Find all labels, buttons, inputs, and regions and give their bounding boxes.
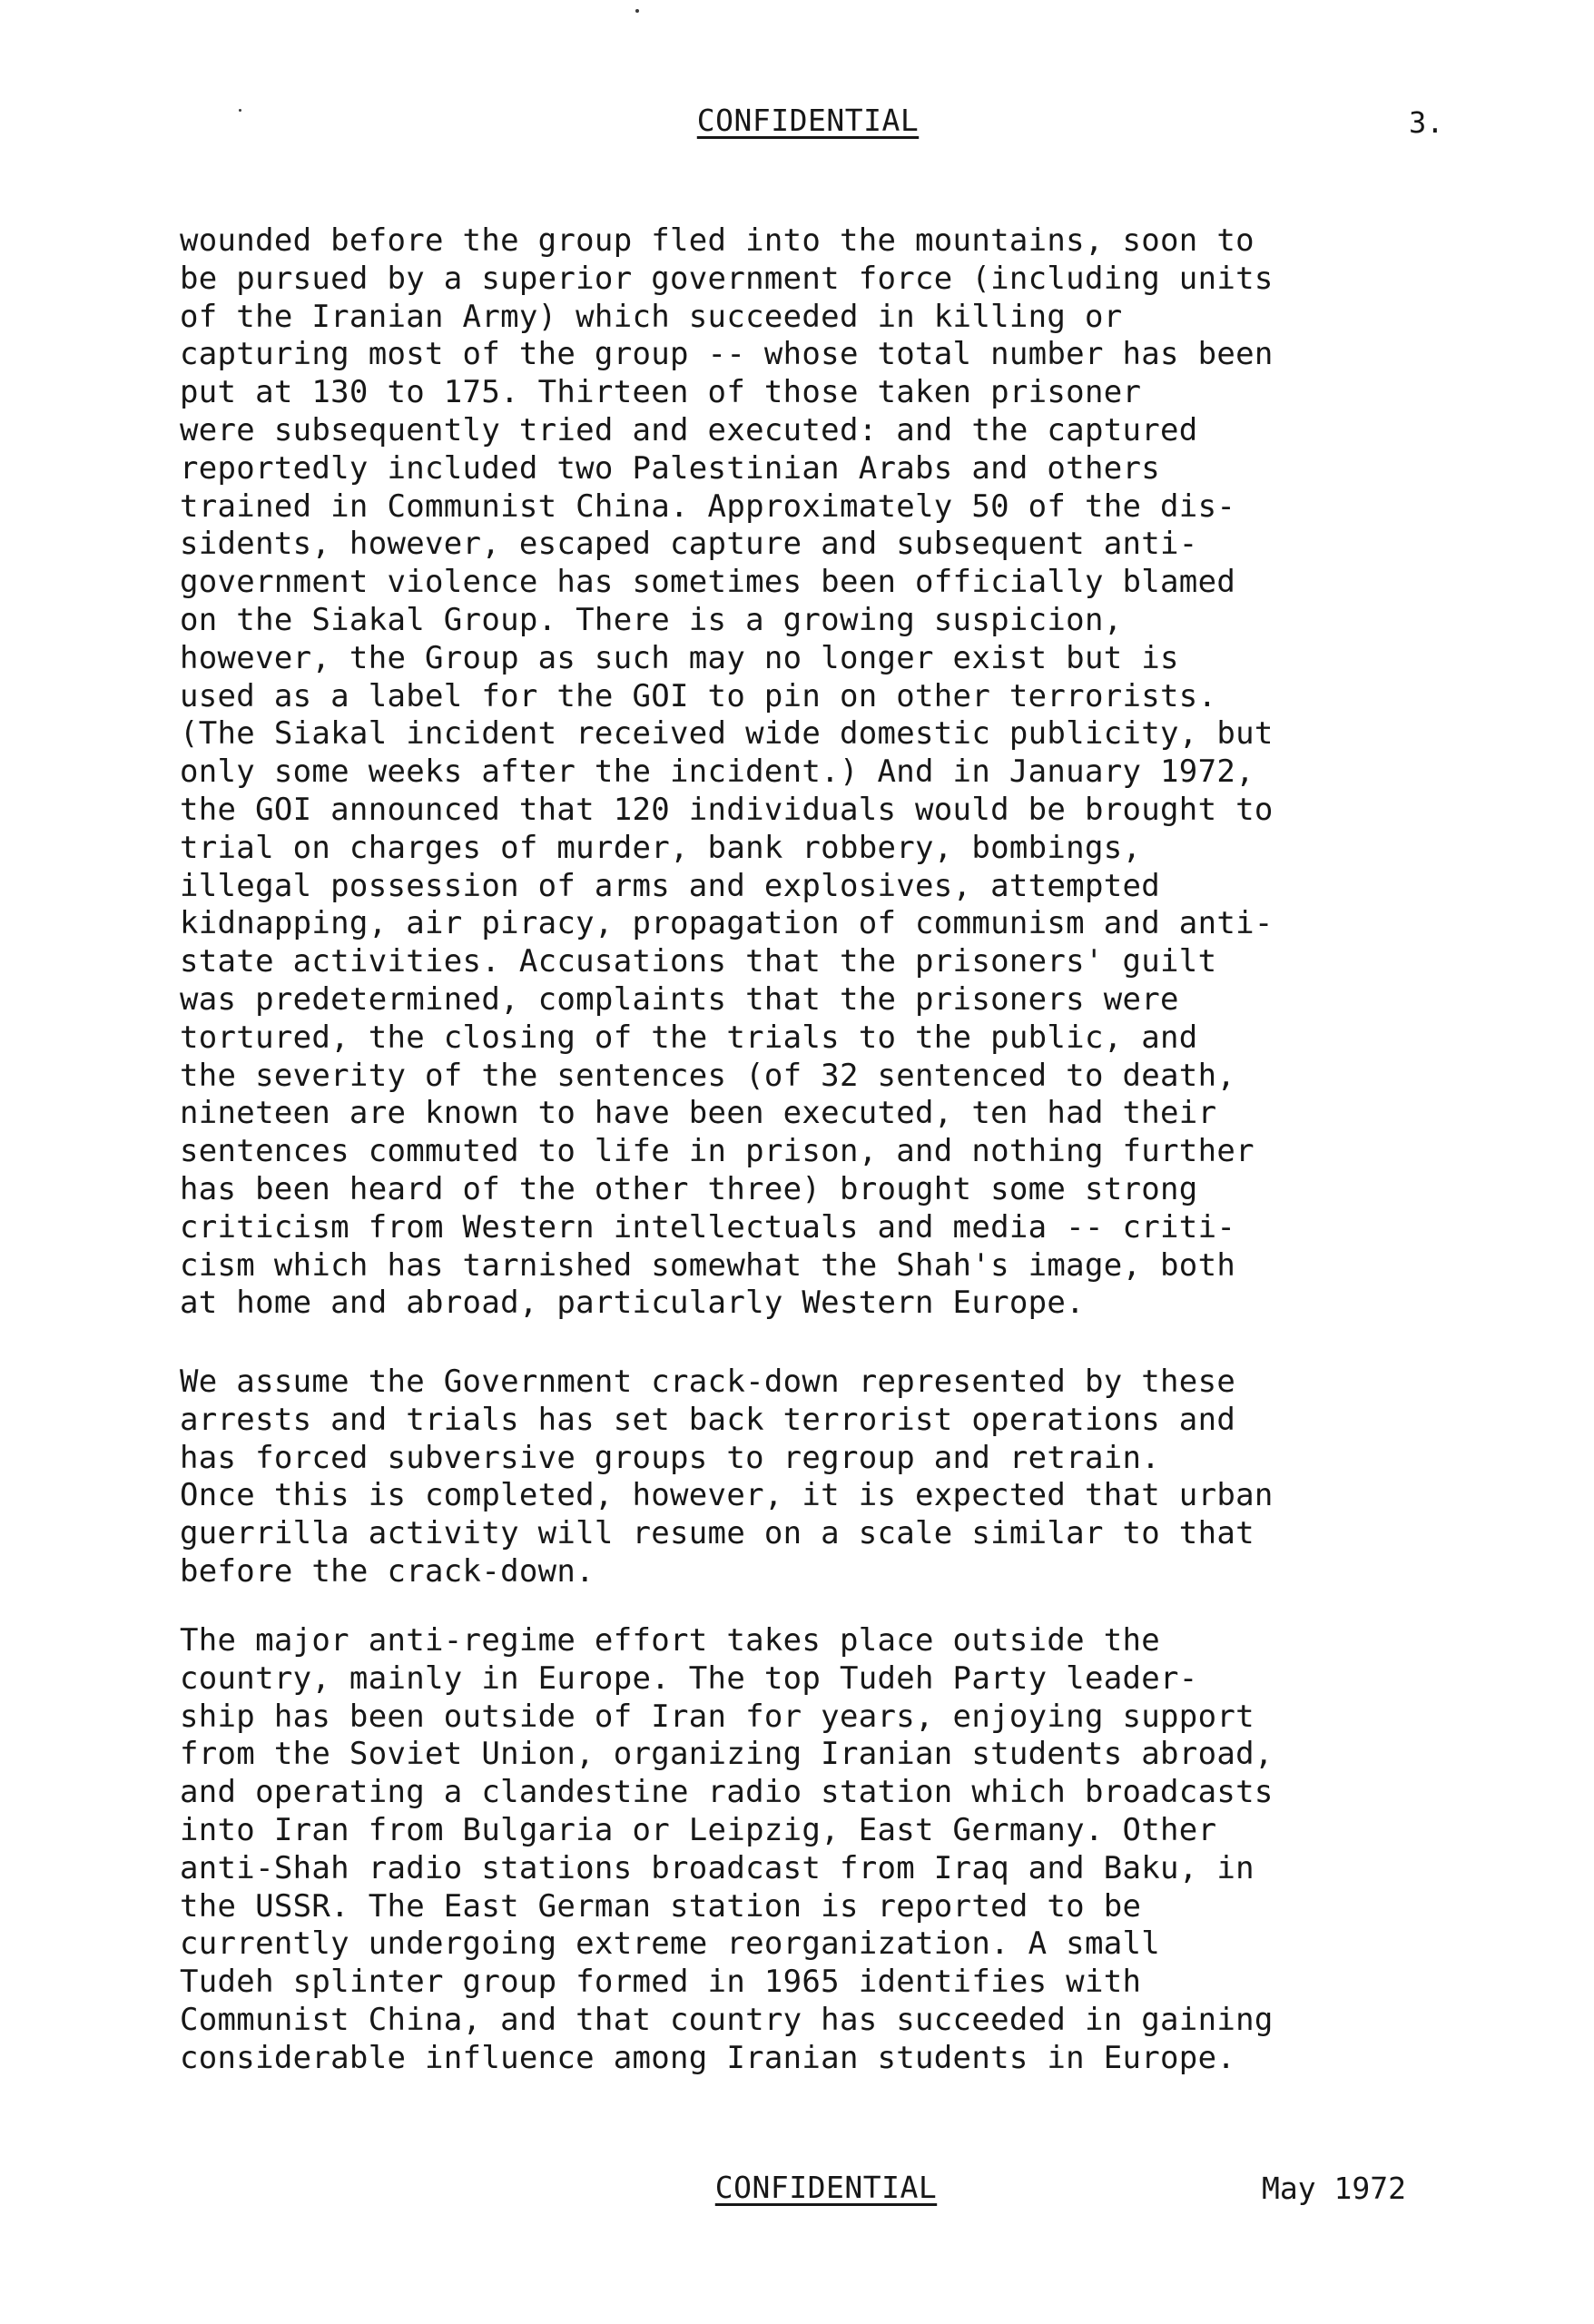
- text-line: be pursued by a superior government force (including units: [180, 260, 1274, 297]
- text-line: of the Iranian Army) which succeeded in killing or: [180, 298, 1123, 335]
- text-line: criticism from Western intellectuals and media -- criti-: [180, 1208, 1236, 1246]
- text-line: kidnapping, air piracy, propagation of communism and anti-: [180, 905, 1274, 942]
- text-line: has been heard of the other three) brought some strong: [180, 1170, 1198, 1207]
- text-line: We assume the Government crack-down represented by these: [180, 1364, 1236, 1400]
- text-line: the severity of the sentences (of 32 sentenced to death,: [180, 1057, 1236, 1094]
- text-line: put at 130 to 175. Thirteen of those taken prisoner: [180, 374, 1142, 411]
- text-line: Tudeh splinter group formed in 1965 identifies with: [180, 1964, 1142, 2001]
- text-line: and operating a clandestine radio station which broadcasts: [180, 1774, 1274, 1811]
- text-line: sidents, however, escaped capture and subsequent anti-: [180, 526, 1198, 563]
- text-line: tortured, the closing of the trials to the public, and: [180, 1019, 1198, 1056]
- page-number: 3.: [1409, 105, 1444, 140]
- text-line: (The Siakal incident received wide domestic publicity, but: [180, 715, 1274, 753]
- text-line: guerrilla activity will resume on a scale similar to that: [180, 1515, 1255, 1552]
- text-line: has forced subversive groups to regroup and retrain.: [180, 1439, 1161, 1476]
- text-line: Communist China, and that country has succeeded in gaining: [180, 2001, 1274, 2038]
- text-line: Once this is completed, however, it is expected that urban: [180, 1477, 1274, 1514]
- text-line: from the Soviet Union, organizing Iranian students abroad,: [180, 1736, 1274, 1773]
- text-line: trained in Communist China. Approximately 50 of the dis-: [180, 487, 1236, 525]
- text-line: on the Siakal Group. There is a growing suspicion,: [180, 601, 1123, 638]
- text-line: were subsequently tried and executed: and the captured: [180, 411, 1198, 448]
- text-line: country, mainly in Europe. The top Tudeh Party leader-: [180, 1659, 1198, 1697]
- text-line: the USSR. The East German station is reported to be: [180, 1887, 1142, 1925]
- text-line: wounded before the group fled into the mountains, soon to: [180, 222, 1255, 259]
- text-line: The major anti-regime effort takes place outside the: [180, 1622, 1161, 1659]
- body-paragraph-1: [180, 222, 1505, 1323]
- text-line: currently undergoing extreme reorganization. A small: [180, 1925, 1161, 1963]
- text-line: was predetermined, complaints that the prisoners were: [180, 980, 1179, 1018]
- text-line: sentences commuted to life in prison, and nothing further: [180, 1133, 1255, 1170]
- text-line: ship has been outside of Iran for years, enjoying support: [180, 1698, 1255, 1735]
- text-line: anti-Shah radio stations broadcast from Iraq and Baku, in: [180, 1849, 1255, 1886]
- text-line: capturing most of the group -- whose total number has been: [180, 336, 1274, 373]
- text-line: considerable influence among Iranian students in Europe.: [180, 2039, 1236, 2076]
- text-line: illegal possession of arms and explosives, attempted: [180, 867, 1161, 904]
- scan-speck: [239, 109, 241, 112]
- text-line: cism which has tarnished somewhat the Shah's image, both: [180, 1246, 1236, 1284]
- text-line: state activities. Accusations that the prisoners' guilt: [180, 943, 1217, 980]
- footer-classification: CONFIDENTIAL: [714, 2170, 938, 2205]
- text-line: before the crack-down.: [180, 1552, 595, 1590]
- text-line: however, the Group as such may no longer exist but is: [180, 639, 1179, 676]
- text-line: arrests and trials has set back terrorist operations and: [180, 1401, 1236, 1438]
- body-paragraph-3: [180, 1622, 1505, 2078]
- document-date: May 1972: [1262, 2171, 1406, 2206]
- text-line: at home and abroad, particularly Western Europe.: [180, 1285, 1085, 1322]
- scan-speck: [635, 9, 639, 13]
- text-line: into Iran from Bulgaria or Leipzig, East Germany. Other: [180, 1811, 1217, 1848]
- body-paragraph-2: [180, 1364, 1505, 1591]
- text-line: only some weeks after the incident.) And in January 1972,: [180, 753, 1255, 791]
- text-line: government violence has sometimes been officially blamed: [180, 564, 1236, 601]
- text-line: the GOI announced that 120 individuals would be brought to: [180, 791, 1274, 828]
- text-line: trial on charges of murder, bank robbery, bombings,: [180, 829, 1142, 866]
- text-line: nineteen are known to have been executed, ten had their: [180, 1095, 1217, 1132]
- header-classification: CONFIDENTIAL: [696, 103, 920, 138]
- text-line: used as a label for the GOI to pin on other terrorists.: [180, 677, 1217, 714]
- text-line: reportedly included two Palestinian Arabs and others: [180, 449, 1161, 487]
